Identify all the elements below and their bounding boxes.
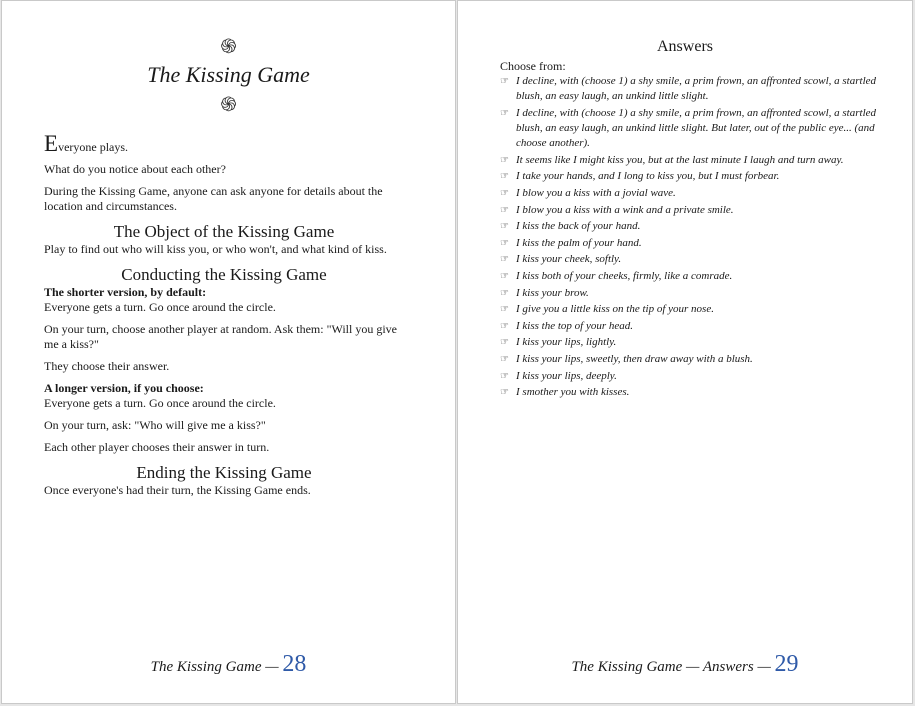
left-page — [1, 0, 456, 704]
hand-pointing-icon: ☞ — [500, 353, 509, 365]
hand-pointing-icon: ☞ — [500, 237, 509, 249]
page-title: The Kissing Game — [147, 62, 310, 87]
page-footer — [458, 649, 912, 682]
page-number: 28 — [282, 651, 307, 677]
answer-text: I kiss the top of your head. — [516, 319, 634, 332]
answers-list — [500, 74, 890, 402]
object-paragraph: Play to find out who will kiss you, or who won't, and what kind of kiss. — [44, 242, 387, 256]
intro-paragraph: What do you notice about each other? — [44, 162, 226, 176]
answer-text: I kiss your lips, sweetly, then draw away with a blush. — [516, 352, 753, 365]
answer-item — [500, 286, 890, 301]
answer-text: I give you a little kiss on the tip of your nose. — [516, 303, 714, 316]
section-heading-conducting: Conducting the Kissing Game — [121, 265, 327, 284]
answer-item — [500, 352, 890, 367]
answer-item — [500, 335, 890, 350]
answer-item — [500, 169, 890, 184]
answer-item — [500, 106, 890, 152]
answers-intro: Choose from: — [500, 59, 566, 73]
hand-pointing-icon: ☞ — [500, 187, 509, 199]
hand-pointing-icon: ☞ — [500, 270, 509, 282]
hand-pointing-icon: ☞ — [500, 221, 509, 233]
answer-item — [500, 203, 890, 218]
hand-pointing-icon: ☞ — [500, 204, 509, 216]
answer-text: I decline, with (choose 1) a shy smile, a prim frown, an affronted scowl, a startled blush, an easy laugh, an unkind little slight. But later, out of the public eye... (and choose another). — [516, 106, 877, 150]
right-page — [457, 0, 913, 704]
answer-text: I kiss the palm of your hand. — [516, 236, 642, 249]
section-heading-object: The Object of the Kissing Game — [113, 222, 335, 241]
intro-line — [44, 133, 404, 155]
answer-text: I smother you with kisses. — [516, 386, 630, 399]
answer-item — [500, 302, 890, 317]
answer-text: I kiss your lips, lightly. — [516, 336, 617, 349]
answer-item — [500, 319, 890, 334]
intro-first-line: veryone plays. — [58, 140, 129, 154]
hand-pointing-icon: ☞ — [500, 154, 509, 166]
answers-heading: Answers — [657, 38, 713, 55]
answer-text: I kiss your lips, deeply. — [516, 369, 617, 382]
answer-text: It seems like I might kiss you, but at the last minute I laugh and turn away. — [516, 153, 844, 166]
swirl-ornament-icon: ֍ — [220, 94, 237, 116]
answer-item — [500, 153, 890, 168]
answer-item — [500, 252, 890, 267]
swirl-ornament-icon: ֍ — [220, 36, 237, 58]
answer-text: I kiss both of your cheeks, firmly, like a comrade. — [516, 269, 733, 282]
hand-pointing-icon: ☞ — [500, 76, 509, 87]
hand-pointing-icon: ☞ — [500, 171, 509, 183]
rule-paragraph: Everyone gets a turn. Go once around the circle. — [44, 300, 276, 314]
hand-pointing-icon: ☞ — [500, 370, 509, 382]
rules-text — [44, 133, 404, 505]
answer-item — [500, 74, 890, 104]
answer-text: I blow you a kiss with a wink and a private smile. — [516, 203, 734, 216]
answer-item — [500, 269, 890, 284]
answer-item — [500, 219, 890, 234]
hand-pointing-icon: ☞ — [500, 320, 509, 332]
answer-text: I take your hands, and I long to kiss you, but I must forbear. — [516, 170, 780, 183]
longer-version-label: A longer version, if you choose: — [44, 381, 204, 395]
page-number: 29 — [774, 651, 799, 677]
shorter-version-label: The shorter version, by default: — [44, 285, 207, 299]
answer-item — [500, 385, 890, 400]
answer-item — [500, 236, 890, 251]
answer-text: I kiss the back of your hand. — [516, 220, 641, 233]
hand-pointing-icon: ☞ — [500, 387, 509, 399]
rule-paragraph: On your turn, choose another player at random. Ask them: "Will you give me a kiss?" — [44, 322, 398, 351]
footer-label: The Kissing Game — Answers — — [571, 659, 771, 675]
hand-pointing-icon: ☞ — [500, 254, 509, 266]
rule-paragraph: They choose their answer. — [44, 359, 170, 373]
ending-paragraph: Once everyone's had their turn, the Kissing Game ends. — [44, 483, 311, 497]
section-heading-ending: Ending the Kissing Game — [136, 463, 312, 482]
hand-pointing-icon: ☞ — [500, 107, 509, 119]
rule-paragraph: Everyone gets a turn. Go once around the circle. — [44, 396, 276, 410]
intro-paragraph: During the Kissing Game, anyone can ask anyone for details about the location and circumstances. — [44, 184, 383, 213]
hand-pointing-icon: ☞ — [500, 337, 509, 349]
footer-label: The Kissing Game — — [150, 659, 279, 675]
rule-paragraph: On your turn, ask: "Who will give me a kiss?" — [44, 418, 266, 432]
answer-text: I decline, with (choose 1) a shy smile, a prim frown, an affronted scowl, a startled blush, an easy laugh, an unkind little slight. — [516, 75, 877, 103]
hand-pointing-icon: ☞ — [500, 287, 509, 299]
rule-paragraph: Each other player chooses their answer in turn. — [44, 440, 270, 454]
answer-text: I kiss your brow. — [516, 286, 589, 299]
answer-item — [500, 369, 890, 384]
answer-text: I kiss your cheek, softly. — [516, 253, 622, 266]
page-footer — [2, 649, 455, 682]
answer-item — [500, 186, 890, 201]
answer-text: I blow you a kiss with a jovial wave. — [516, 186, 676, 199]
drop-cap: E — [44, 131, 59, 156]
hand-pointing-icon: ☞ — [500, 304, 509, 316]
